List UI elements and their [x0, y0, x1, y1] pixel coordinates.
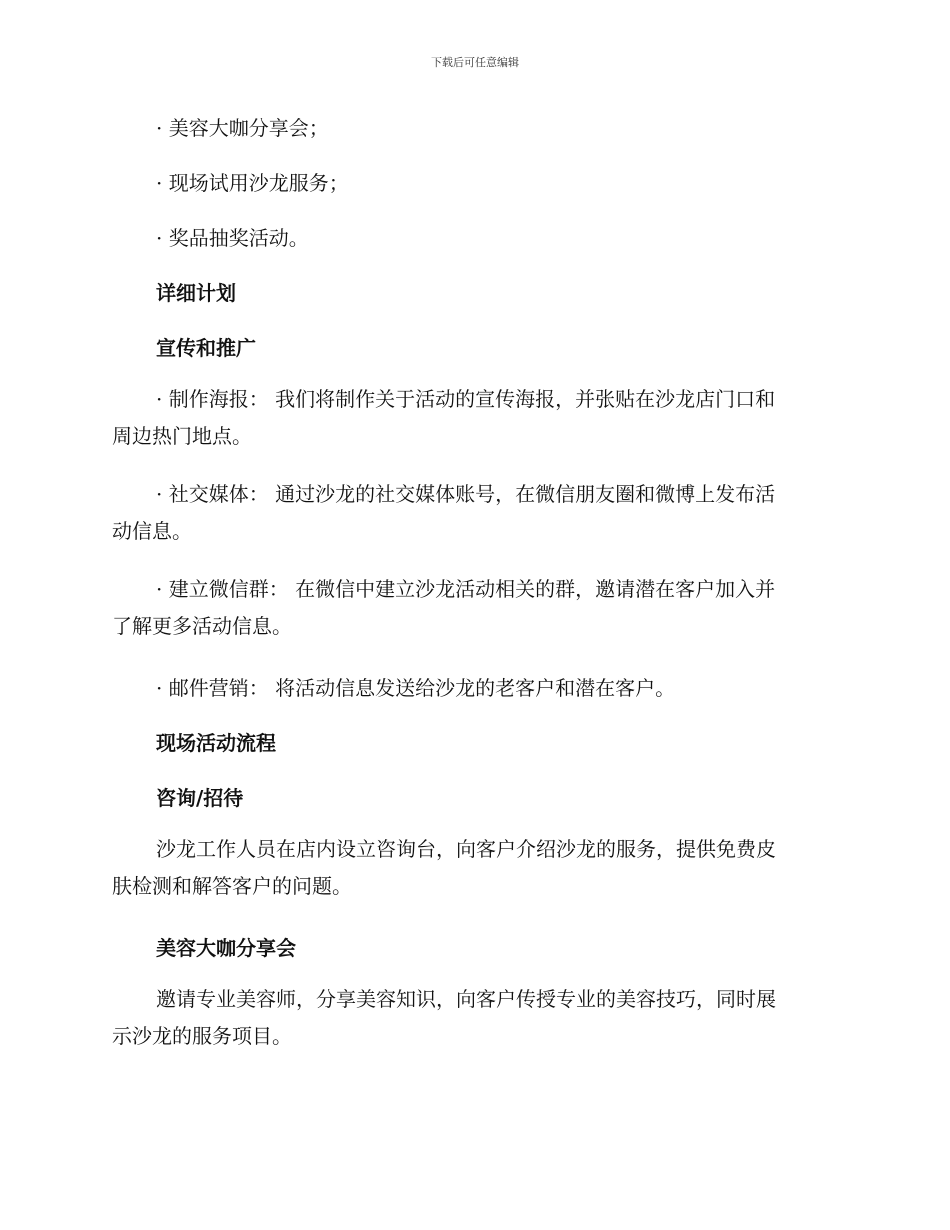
promo-item-line: 动信息。	[112, 519, 192, 543]
beauty-share-paragraph	[112, 983, 828, 1063]
consult-paragraph	[112, 833, 828, 913]
section-heading-detail-plan: 详细计划	[156, 281, 236, 305]
bullet-item: · 美容大咖分享会；	[156, 116, 329, 140]
promo-item-wechat-group	[112, 573, 828, 653]
promo-item-email: · 邮件营销： 将活动信息发送给沙龙的老客户和潜在客户。	[156, 676, 676, 700]
promo-item-line: · 建立微信群： 在微信中建立沙龙活动相关的群，邀请潜在客户加入并	[156, 577, 776, 601]
document-body	[112, 108, 828, 1078]
section-heading-onsite-flow: 现场活动流程	[156, 731, 276, 755]
promo-item-line: · 制作海报： 我们将制作关于活动的宣传海报，并张贴在沙龙店门口和	[156, 387, 776, 411]
section-heading-consult: 咨询/招待	[156, 786, 244, 810]
promo-item-line: 周边热门地点。	[112, 424, 252, 448]
paragraph-line: 沙龙工作人员在店内设立咨询台，向客户介绍沙龙的服务，提供免费皮	[156, 837, 776, 861]
section-heading-promotion: 宣传和推广	[156, 336, 256, 360]
promo-item-social-media	[112, 478, 828, 558]
bullet-item: · 奖品抽奖活动。	[156, 226, 309, 250]
paragraph-line: 肤检测和解答客户的问题。	[112, 874, 352, 898]
page-header: 下载后可任意编辑	[431, 56, 519, 69]
bullet-item: · 现场试用沙龙服务；	[156, 171, 349, 195]
paragraph-line: 邀请专业美容师，分享美容知识，向客户传授专业的美容技巧，同时展	[156, 987, 776, 1011]
promo-item-poster	[112, 383, 828, 463]
paragraph-line: 示沙龙的服务项目。	[112, 1024, 292, 1048]
promo-item-line: · 社交媒体： 通过沙龙的社交媒体账号，在微信朋友圈和微博上发布活	[156, 482, 776, 506]
promo-item-line: 了解更多活动信息。	[112, 614, 292, 638]
section-heading-beauty-share: 美容大咖分享会	[156, 936, 296, 960]
